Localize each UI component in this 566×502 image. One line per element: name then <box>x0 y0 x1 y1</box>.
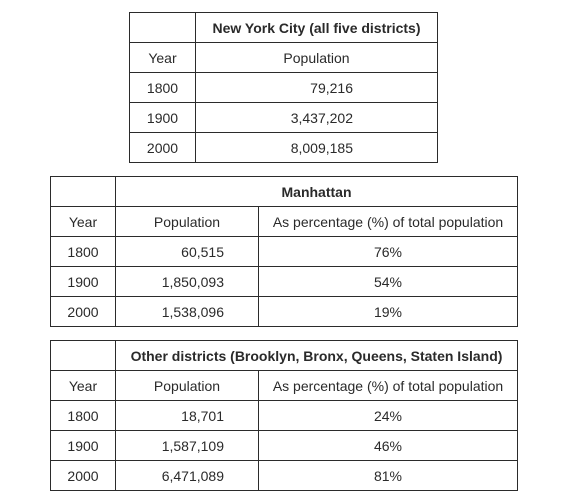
table-row <box>51 267 518 297</box>
table-title-row <box>130 13 438 43</box>
column-header-population: Population <box>116 371 259 401</box>
column-header-population: Population <box>196 43 438 73</box>
percentage-cell: 24% <box>259 401 518 431</box>
table-title: Manhattan <box>116 177 518 207</box>
table-row <box>130 133 438 163</box>
empty-header-cell <box>51 341 116 371</box>
year-cell: 1900 <box>51 267 116 297</box>
table-row <box>51 297 518 327</box>
nyc-population-table <box>129 12 438 163</box>
population-cell: 3,437,202 <box>196 103 438 133</box>
percentage-cell: 19% <box>259 297 518 327</box>
population-cell: 6,471,089 <box>116 461 259 491</box>
table-title-row <box>51 341 518 371</box>
population-cell: 1,587,109 <box>116 431 259 461</box>
table-row <box>51 237 518 267</box>
column-header-year: Year <box>130 43 196 73</box>
table-title: Other districts (Brooklyn, Bronx, Queens, Staten Island) <box>116 341 518 371</box>
year-cell: 2000 <box>51 461 116 491</box>
year-cell: 1800 <box>51 237 116 267</box>
table-title: New York City (all five districts) <box>196 13 438 43</box>
table-row <box>51 401 518 431</box>
year-cell: 2000 <box>51 297 116 327</box>
population-cell: 79,216 <box>196 73 438 103</box>
table-row <box>130 73 438 103</box>
population-cell: 60,515 <box>116 237 259 267</box>
population-cell: 1,538,096 <box>116 297 259 327</box>
column-header-row <box>51 371 518 401</box>
empty-header-cell <box>130 13 196 43</box>
year-cell: 2000 <box>130 133 196 163</box>
percentage-cell: 46% <box>259 431 518 461</box>
column-header-percentage: As percentage (%) of total population <box>259 207 518 237</box>
table-row <box>130 103 438 133</box>
year-cell: 1800 <box>51 401 116 431</box>
column-header-percentage: As percentage (%) of total population <box>259 371 518 401</box>
empty-header-cell <box>51 177 116 207</box>
other-districts-population-table <box>50 340 518 491</box>
manhattan-population-table <box>50 176 518 327</box>
year-cell: 1800 <box>130 73 196 103</box>
population-cell: 1,850,093 <box>116 267 259 297</box>
table-row <box>51 431 518 461</box>
year-cell: 1900 <box>51 431 116 461</box>
column-header-row <box>51 207 518 237</box>
column-header-year: Year <box>51 207 116 237</box>
population-cell: 18,701 <box>116 401 259 431</box>
percentage-cell: 76% <box>259 237 518 267</box>
table-title-row <box>51 177 518 207</box>
column-header-row <box>130 43 438 73</box>
year-cell: 1900 <box>130 103 196 133</box>
percentage-cell: 81% <box>259 461 518 491</box>
column-header-population: Population <box>116 207 259 237</box>
column-header-year: Year <box>51 371 116 401</box>
population-cell: 8,009,185 <box>196 133 438 163</box>
percentage-cell: 54% <box>259 267 518 297</box>
table-row <box>51 461 518 491</box>
